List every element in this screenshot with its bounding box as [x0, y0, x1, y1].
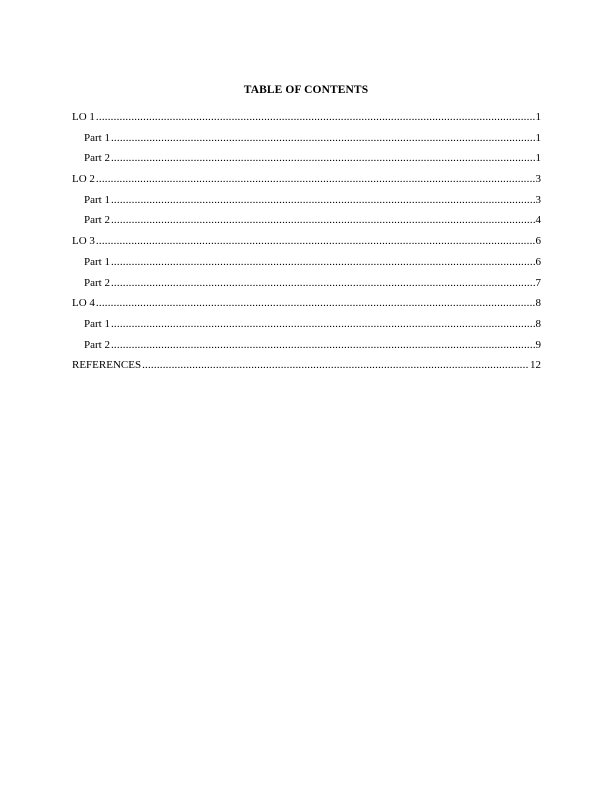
- toc-dot-leader: [111, 131, 535, 145]
- toc-entry-lo2-part2[interactable]: [72, 213, 541, 234]
- toc-entry-lo2[interactable]: [72, 172, 541, 193]
- toc-list: [72, 110, 541, 379]
- toc-page-number: 6: [535, 235, 541, 248]
- toc-dot-leader: [96, 110, 535, 124]
- toc-page-number: 12: [530, 359, 541, 372]
- toc-entry-references[interactable]: [72, 358, 541, 379]
- toc-entry-lo2-part1[interactable]: [72, 193, 541, 214]
- toc-entry-label: Part 2: [84, 338, 110, 351]
- toc-entry-lo1-part2[interactable]: [72, 151, 541, 172]
- toc-entry-label: Part 1: [84, 255, 110, 268]
- toc-entry-label: Part 2: [84, 276, 110, 289]
- toc-entry-lo4-part1[interactable]: [72, 317, 541, 338]
- toc-entry-label: Part 1: [84, 131, 110, 144]
- toc-entry-label: Part 2: [84, 152, 110, 165]
- toc-dot-leader: [142, 358, 529, 372]
- toc-entry-lo4-part2[interactable]: [72, 338, 541, 359]
- toc-dot-leader: [111, 255, 535, 269]
- toc-dot-leader: [111, 213, 535, 227]
- toc-title: TABLE OF CONTENTS: [243, 84, 369, 96]
- toc-entry-lo3-part2[interactable]: [72, 276, 541, 297]
- toc-entry-label: Part 1: [84, 317, 110, 330]
- toc-page-number: 1: [535, 152, 541, 165]
- toc-dot-leader: [111, 276, 535, 290]
- toc-entry-label: LO 3: [72, 235, 95, 248]
- toc-entry-label: LO 1: [72, 111, 95, 123]
- toc-entry-label: Part 2: [84, 214, 110, 227]
- toc-entry-label: LO 2: [72, 173, 95, 186]
- toc-dot-leader: [96, 234, 535, 248]
- toc-page-number: 3: [535, 173, 541, 186]
- toc-dot-leader: [96, 172, 535, 186]
- toc-dot-leader: [96, 296, 535, 310]
- toc-page-number: 9: [535, 338, 541, 351]
- toc-entry-label: LO 4: [72, 297, 95, 310]
- toc-page-number: 8: [535, 297, 541, 310]
- toc-dot-leader: [111, 317, 535, 331]
- toc-dot-leader: [111, 193, 535, 207]
- toc-page-number: 7: [535, 276, 541, 289]
- toc-entry-lo4[interactable]: [72, 296, 541, 317]
- toc-page-number: 1: [535, 131, 541, 144]
- toc-dot-leader: [111, 151, 535, 165]
- toc-dot-leader: [111, 338, 535, 352]
- toc-page-number: 3: [535, 193, 541, 206]
- toc-entry-lo3[interactable]: [72, 234, 541, 255]
- toc-page-number: 8: [535, 317, 541, 330]
- toc-page-number: 6: [535, 255, 541, 268]
- toc-page-number: 4: [535, 214, 541, 227]
- toc-page-number: 1: [535, 111, 541, 123]
- toc-entry-lo1[interactable]: [72, 110, 541, 131]
- toc-entry-label: REFERENCES: [72, 359, 142, 372]
- toc-entry-lo3-part1[interactable]: [72, 255, 541, 276]
- toc-entry-label: Part 1: [84, 193, 110, 206]
- toc-entry-lo1-part1[interactable]: [72, 131, 541, 152]
